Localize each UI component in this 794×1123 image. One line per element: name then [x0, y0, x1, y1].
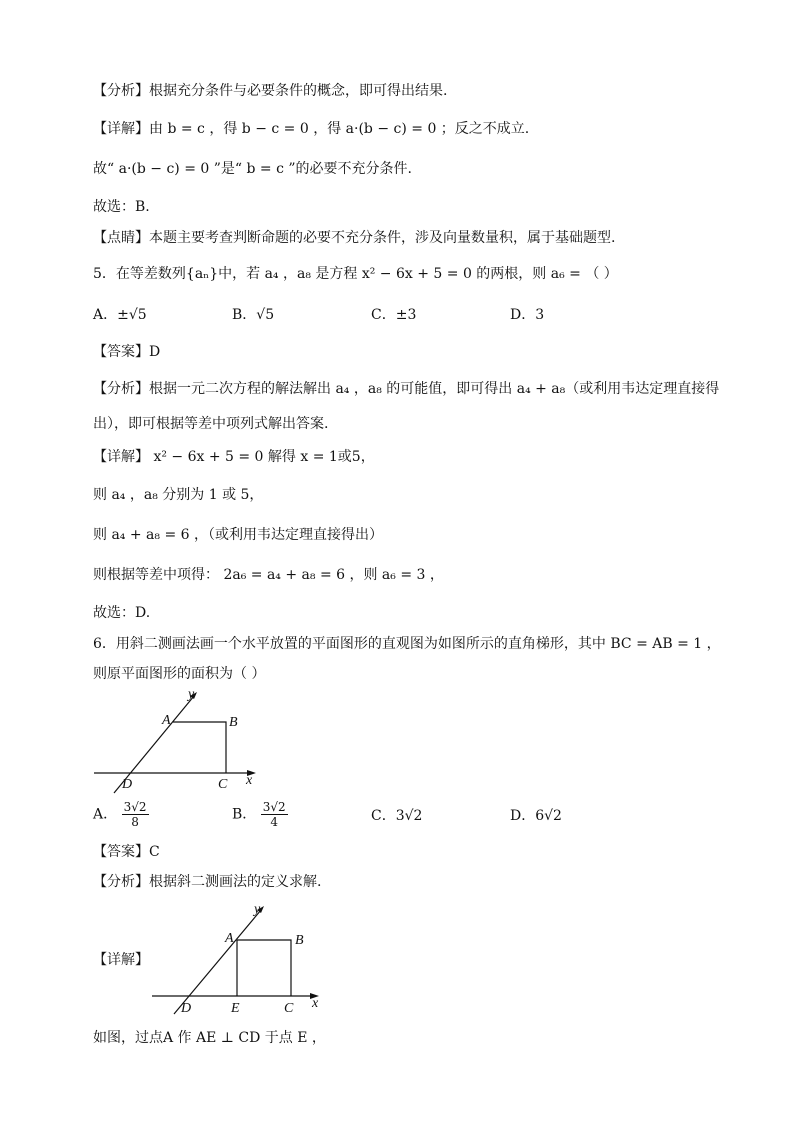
question-6-continued: 则原平面图形的面积为（ ）	[93, 666, 266, 682]
choice-line: 故选：B.	[93, 199, 150, 215]
label-y: y	[188, 687, 195, 702]
label-A: A	[162, 713, 171, 728]
solution-line: 则 a₄ + a₈ = 6 ，（或利用韦达定理直接得出）	[93, 527, 383, 543]
answer-line: 【答案】D	[93, 344, 161, 360]
q6-option-c: C．3√2	[371, 808, 423, 824]
q5-option-d: D．3	[510, 307, 545, 323]
comment-line: 【点睛】本题主要考查判断命题的必要不充分条件，涉及向量数量积，属于基础题型.	[93, 230, 616, 246]
q6-option-a: A． $\frac{3√2}{8}$	[93, 800, 147, 829]
q5-option-b: B．√5	[232, 307, 275, 323]
label-x: x	[312, 996, 319, 1011]
label-C: C	[284, 1001, 294, 1015]
trapezoid-figure	[90, 684, 270, 794]
q6-option-d: D．6√2	[510, 808, 562, 824]
label-D: D	[122, 777, 133, 792]
analysis-line-continued: 出），即可根据等差中项列式解出答案.	[93, 416, 329, 432]
choice-line: 故选：D.	[93, 605, 151, 621]
square-figure	[148, 900, 333, 1015]
label-C: C	[218, 777, 228, 792]
label-A: A	[225, 931, 234, 946]
fraction: $\frac{3√2}{8}$	[123, 800, 147, 829]
solution-line: 【详解】 x² − 6x + 5 = 0 解得 x = 1或5，	[93, 449, 375, 465]
label-E: E	[231, 1001, 240, 1015]
analysis-line: 【分析】根据充分条件与必要条件的概念，即可得出结果.	[93, 83, 448, 99]
solution-line: 则根据等差中项得： 2a₆ = a₄ + a₈ = 6 ，则 a₆ = 3 ，	[93, 567, 444, 583]
solution-line: 【详解】由 b = c ，得 b − c = 0 ，得 a·(b − c) = 0 ；反之不成立.	[93, 121, 530, 137]
fraction: $\frac{3√2}{4}$	[262, 800, 286, 829]
answer-line: 【答案】C	[93, 844, 160, 860]
question-6: 6．用斜二测画法画一个水平放置的平面图形的直观图为如图所示的直角梯形，其中 BC = AB = 1 ，	[93, 636, 721, 652]
q5-option-c: C．±3	[371, 307, 417, 323]
analysis-line: 【分析】根据一元二次方程的解法解出 a₄ ，a₈ 的可能值，即可得出 a₄ + a₈（或利用韦达定理直接得	[93, 381, 720, 397]
question-5: 5．在等差数列{aₙ}中，若 a₄ ，a₈ 是方程 x² − 6x + 5 = 0 的两根，则 a₆ = （ ）	[93, 266, 618, 282]
q6-option-b: B． $\frac{3√2}{4}$	[232, 800, 286, 829]
q5-option-a: A．±√5	[93, 307, 147, 323]
label-B: B	[229, 715, 238, 730]
solution-line: 如图，过点A 作 AE ⊥ CD 于点 E ，	[93, 1030, 326, 1046]
solution-label: 【详解】	[93, 952, 149, 968]
label-y: y	[254, 902, 261, 917]
label-B: B	[295, 933, 304, 948]
solution-line: 则 a₄ ，a₈ 分别为 1 或 5，	[93, 487, 264, 503]
label-x: x	[246, 773, 253, 788]
analysis-line: 【分析】根据斜二测画法的定义求解.	[93, 874, 322, 890]
label-D: D	[181, 1001, 192, 1015]
conclusion-line: 故“ a·(b − c) = 0 ”是“ b = c ”的必要不充分条件.	[93, 161, 413, 177]
